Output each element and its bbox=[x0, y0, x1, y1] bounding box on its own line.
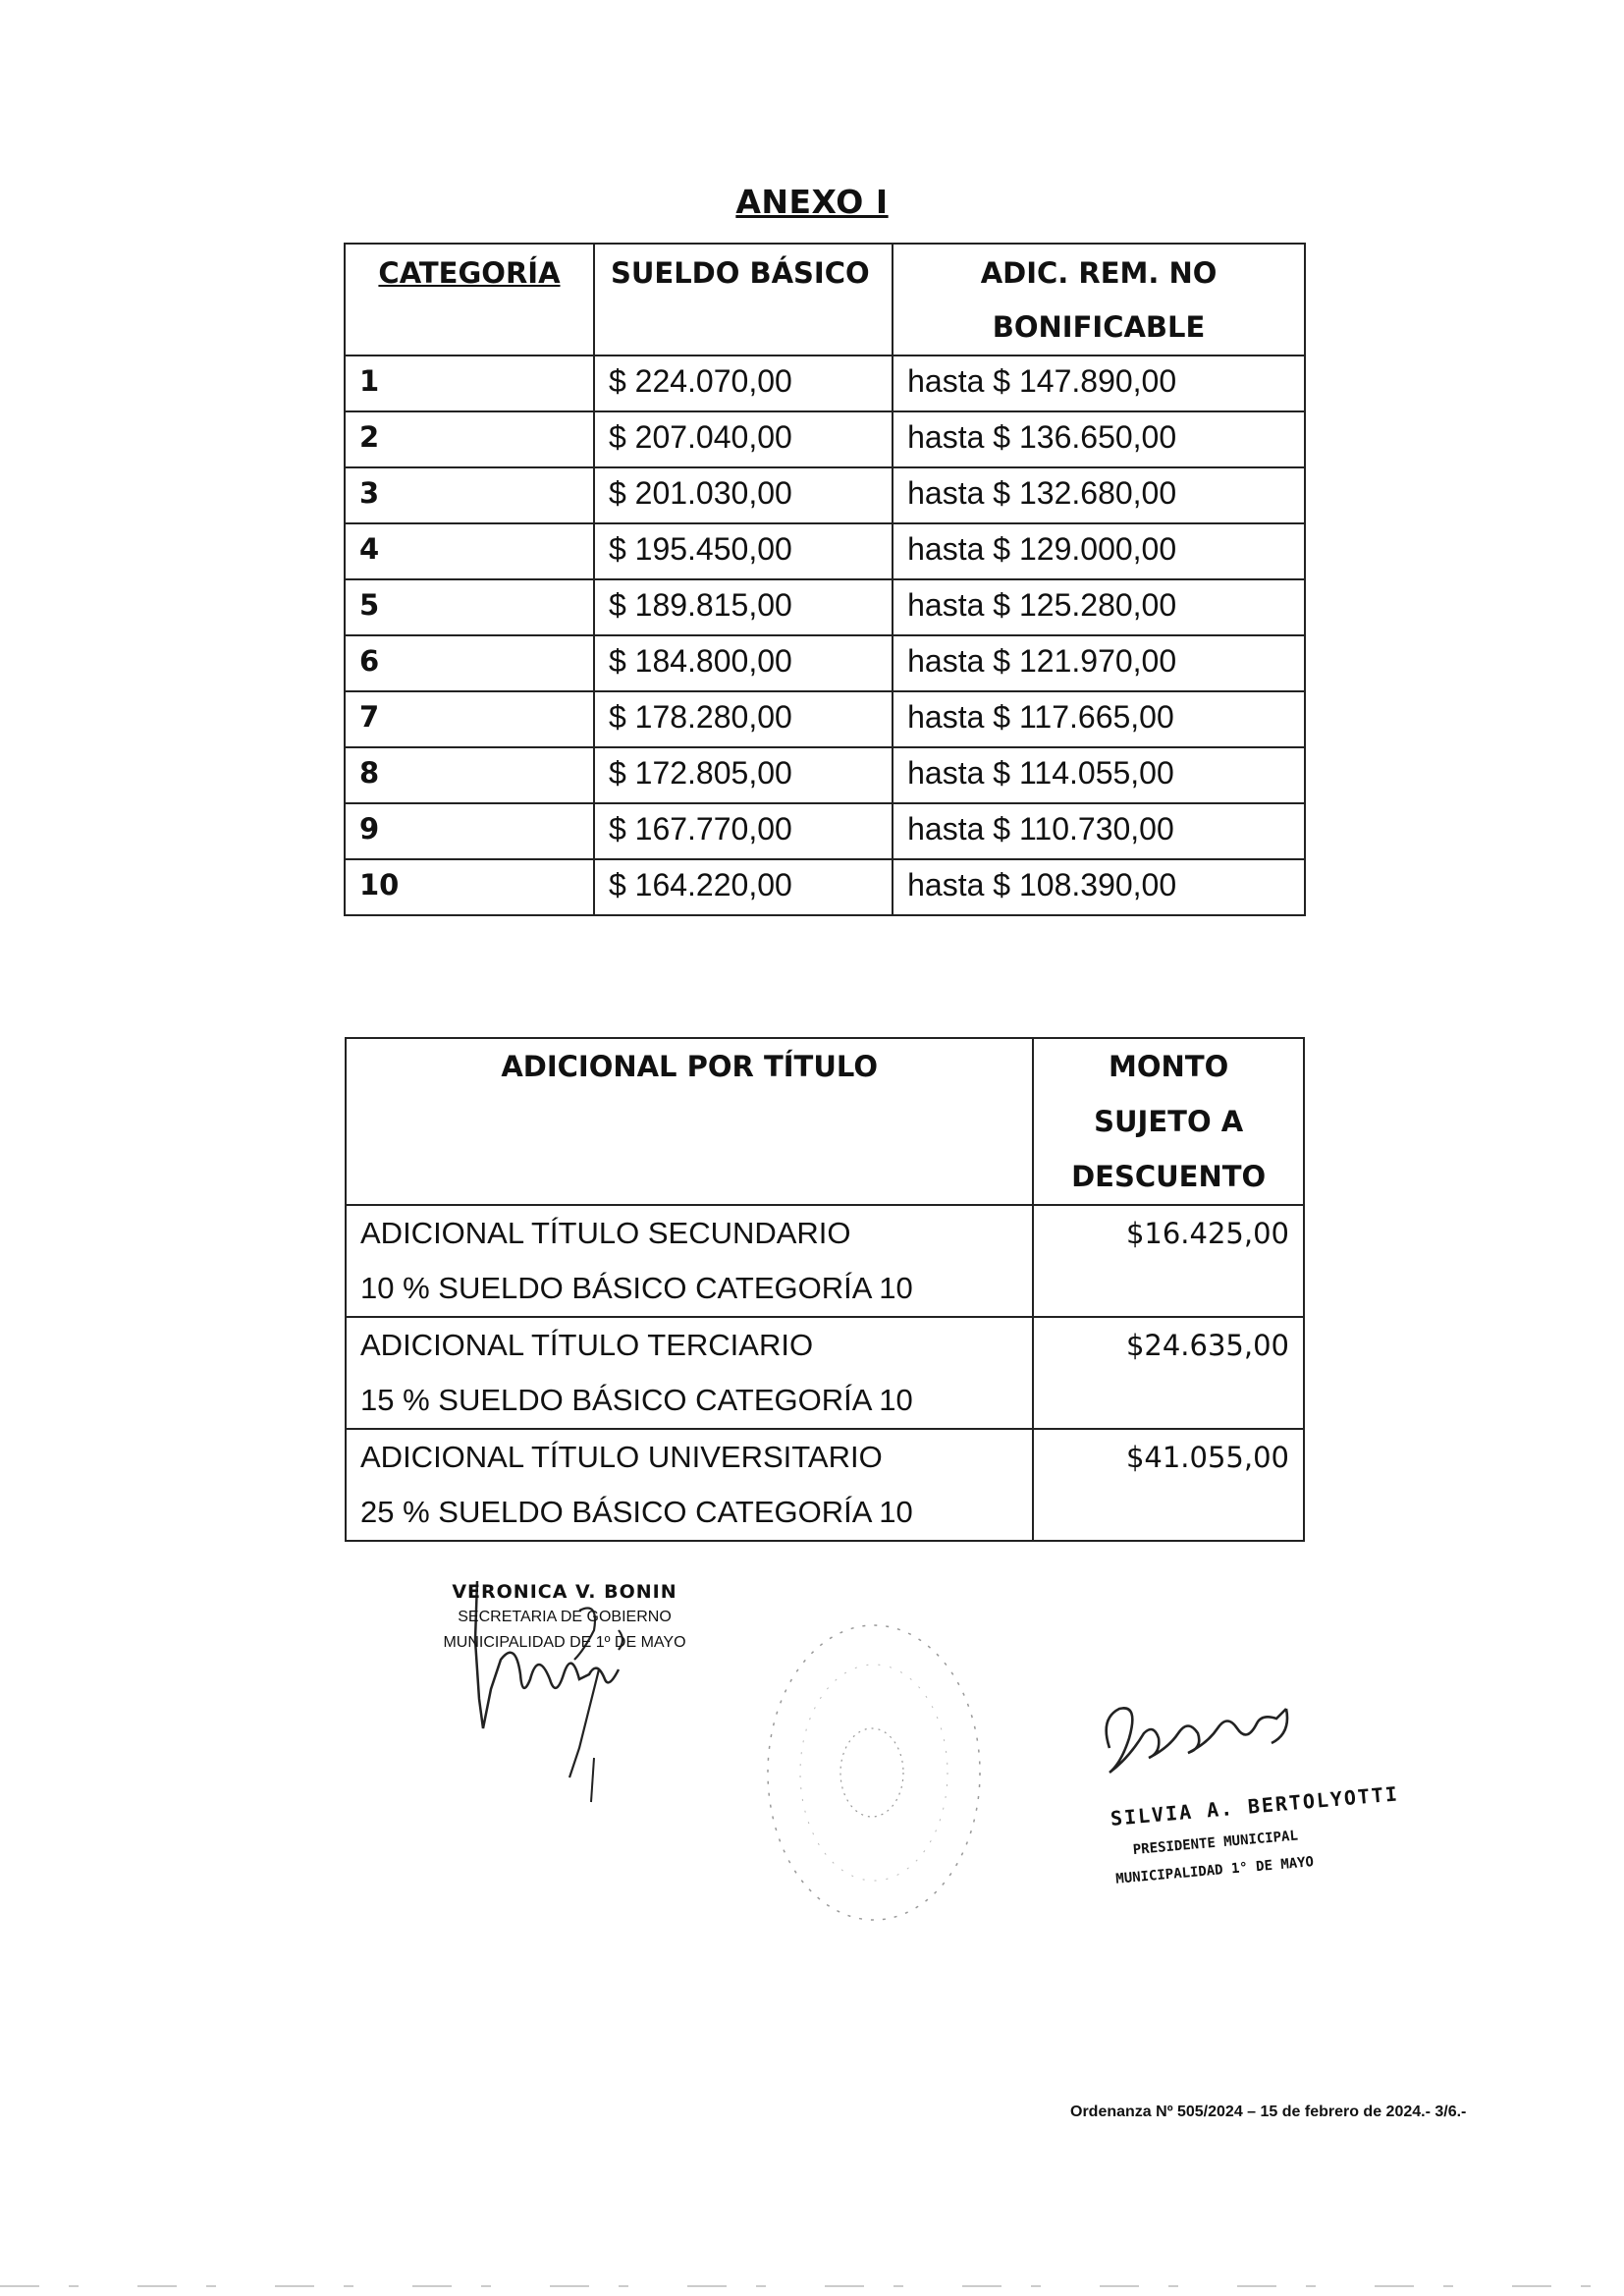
header-category: CATEGORÍA bbox=[345, 244, 594, 355]
table-row bbox=[345, 859, 1305, 915]
left-signature-block bbox=[422, 1581, 707, 1652]
concept-cell bbox=[346, 1205, 1033, 1317]
basic-salary-cell: $ 207.040,00 bbox=[594, 411, 893, 467]
extra-cell: hasta $ 129.000,00 bbox=[893, 523, 1305, 579]
amount-cell: $24.635,00 bbox=[1033, 1317, 1304, 1429]
table-row bbox=[345, 579, 1305, 635]
concept-line2: 25 % SUELDO BÁSICO CATEGORÍA 10 bbox=[360, 1495, 913, 1529]
category-cell: 2 bbox=[345, 411, 594, 467]
table-row bbox=[346, 1205, 1304, 1317]
basic-salary-cell: $ 201.030,00 bbox=[594, 467, 893, 523]
table-row bbox=[345, 411, 1305, 467]
header-basic-salary: SUELDO BÁSICO bbox=[594, 244, 893, 355]
basic-salary-cell: $ 178.280,00 bbox=[594, 691, 893, 747]
header-extra-line1: ADIC. REM. NO bbox=[980, 256, 1218, 290]
extra-cell: hasta $ 121.970,00 bbox=[893, 635, 1305, 691]
header-amount bbox=[1033, 1038, 1304, 1205]
scan-edge-divider bbox=[0, 2283, 1624, 2289]
header-concept: ADICIONAL POR TÍTULO bbox=[346, 1038, 1033, 1205]
table-row bbox=[345, 355, 1305, 411]
right-signatory-name: SILVIA A. BERTOLYOTTI bbox=[1110, 1781, 1400, 1831]
extra-cell: hasta $ 132.680,00 bbox=[893, 467, 1305, 523]
title-bonus-table bbox=[345, 1037, 1305, 1542]
basic-salary-cell: $ 172.805,00 bbox=[594, 747, 893, 803]
basic-salary-cell: $ 224.070,00 bbox=[594, 355, 893, 411]
right-signature-icon bbox=[1090, 1679, 1326, 1787]
salary-table-header bbox=[345, 244, 1305, 355]
table-row bbox=[345, 635, 1305, 691]
table-row bbox=[346, 1317, 1304, 1429]
left-signatory-role: SECRETARIA DE GOBIERNO bbox=[458, 1609, 672, 1625]
concept-line1: ADICIONAL TÍTULO UNIVERSITARIO bbox=[360, 1440, 883, 1474]
category-cell: 5 bbox=[345, 579, 594, 635]
basic-salary-cell: $ 167.770,00 bbox=[594, 803, 893, 859]
extra-cell: hasta $ 136.650,00 bbox=[893, 411, 1305, 467]
category-cell: 9 bbox=[345, 803, 594, 859]
left-signatory-municipality: MUNICIPALIDAD DE 1º DE MAYO bbox=[443, 1634, 686, 1651]
concept-line1: ADICIONAL TÍTULO SECUNDARIO bbox=[360, 1216, 851, 1250]
header-amount-line1: MONTO bbox=[1109, 1050, 1229, 1083]
category-cell: 8 bbox=[345, 747, 594, 803]
extra-cell: hasta $ 117.665,00 bbox=[893, 691, 1305, 747]
table-row bbox=[345, 523, 1305, 579]
basic-salary-cell: $ 195.450,00 bbox=[594, 523, 893, 579]
table-row bbox=[345, 467, 1305, 523]
table-row bbox=[345, 747, 1305, 803]
header-amount-line3: DESCUENTO bbox=[1071, 1160, 1267, 1193]
right-signatory-municipality: MUNICIPALIDAD 1° DE MAYO bbox=[1114, 1854, 1315, 1887]
concept-cell bbox=[346, 1429, 1033, 1541]
concept-line1: ADICIONAL TÍTULO TERCIARIO bbox=[360, 1328, 814, 1362]
category-cell: 1 bbox=[345, 355, 594, 411]
table-row bbox=[345, 803, 1305, 859]
extra-cell: hasta $ 125.280,00 bbox=[893, 579, 1305, 635]
category-cell: 4 bbox=[345, 523, 594, 579]
basic-salary-cell: $ 184.800,00 bbox=[594, 635, 893, 691]
concept-cell bbox=[346, 1317, 1033, 1429]
category-cell: 3 bbox=[345, 467, 594, 523]
basic-salary-cell: $ 189.815,00 bbox=[594, 579, 893, 635]
category-cell: 6 bbox=[345, 635, 594, 691]
extra-cell: hasta $ 108.390,00 bbox=[893, 859, 1305, 915]
seal-icon bbox=[756, 1611, 992, 1935]
header-extra bbox=[893, 244, 1305, 355]
salary-table bbox=[344, 243, 1306, 916]
concept-line2: 15 % SUELDO BÁSICO CATEGORÍA 10 bbox=[360, 1383, 913, 1417]
table-row bbox=[345, 691, 1305, 747]
title-bonus-header bbox=[346, 1038, 1304, 1205]
extra-cell: hasta $ 110.730,00 bbox=[893, 803, 1305, 859]
footer-reference: Ordenanza Nº 505/2024 – 15 de febrero de 2024.- 3/6.- bbox=[1070, 2104, 1467, 2120]
header-extra-line2: BONIFICABLE bbox=[992, 310, 1206, 344]
right-signature-block bbox=[1110, 1781, 1410, 1887]
extra-cell: hasta $ 114.055,00 bbox=[893, 747, 1305, 803]
concept-line2: 10 % SUELDO BÁSICO CATEGORÍA 10 bbox=[360, 1271, 913, 1305]
amount-cell: $16.425,00 bbox=[1033, 1205, 1304, 1317]
basic-salary-cell: $ 164.220,00 bbox=[594, 859, 893, 915]
extra-cell: hasta $ 147.890,00 bbox=[893, 355, 1305, 411]
right-signatory-role: PRESIDENTE MUNICIPAL bbox=[1132, 1828, 1299, 1859]
category-cell: 10 bbox=[345, 859, 594, 915]
annex-title: ANEXO I bbox=[735, 183, 889, 221]
amount-cell: $41.055,00 bbox=[1033, 1429, 1304, 1541]
left-signatory-name: VERONICA V. BONIN bbox=[452, 1581, 677, 1603]
header-amount-line2: SUJETO A bbox=[1094, 1105, 1244, 1138]
category-cell: 7 bbox=[345, 691, 594, 747]
table-row bbox=[346, 1429, 1304, 1541]
